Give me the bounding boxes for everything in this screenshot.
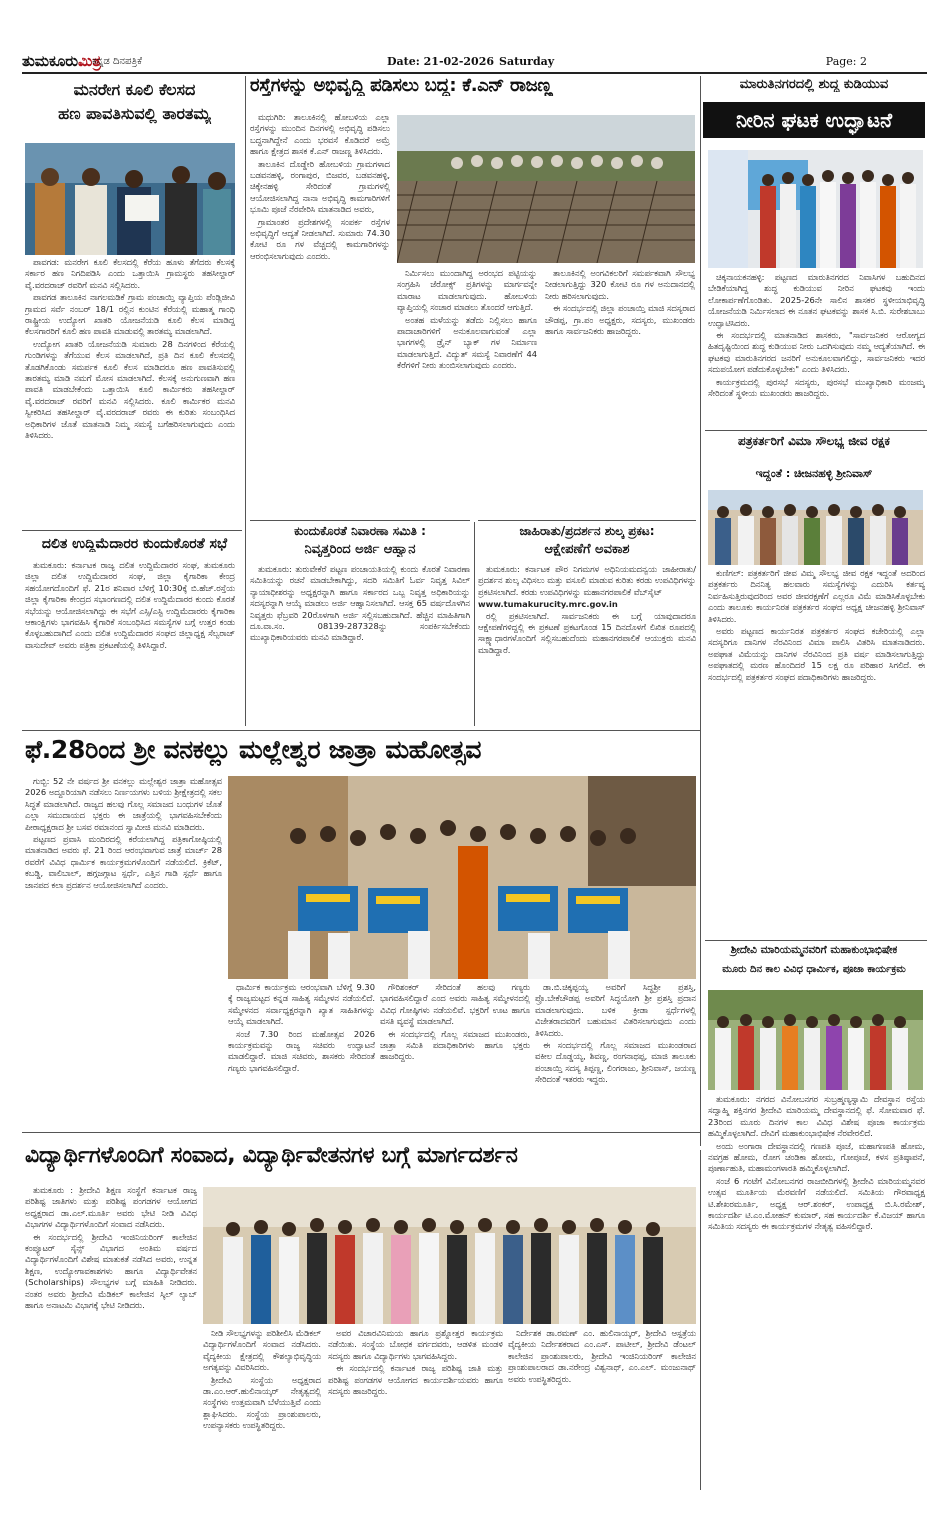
story9-paragraph: ತುಮಕೂರು: ನಗರದ ವಿನೋಬನಗರ ಸುಬ್ರಹ್ಮಣ್ಯಸ್ವಾಮಿ ದೇವಸ್ಥಾನ ರಸ್ತೆಯ ಸದ್ವಾಹ್ಮಿ ಶಕ್ತಿನಗರ ಶ್ರೀದೇವಿ ಮಾರಿಯಮ್ಮ ದೇವಸ್ಥಾನದಲ್ಲಿ ಫೆ. ಸೋಮವಾರ ಫೆ. 23ರಿಂದ ಮೂರು ದಿನಗಳ ಕಾಲ ವಿವಿಧ ವಿಶೇಷ ಪೂಜಾ ಕಾರ್ಯಕ್ರಮ ಹಮ್ಮಿಕೊಳ್ಳಲಾಗಿದೆ. ದೇವಿಗೆ ಮಹಾಕುಂಭಾಭಿಷೇಕ ನೆರವೇರಲಿದೆ.: [708, 1094, 925, 1139]
divider: [478, 520, 696, 521]
story6-headline-line2: ನಿವೃತ್ತರಿಂದ ಅರ್ಜಿ ಆಹ್ವಾನ: [304, 542, 416, 557]
divider: [22, 730, 700, 731]
story4-paragraph: ಈ ಸಂದರ್ಭದಲ್ಲಿ ಮಾತನಾಡಿದ ಶಾಸಕರು, "ಸಾರ್ವಜನಿಕರ ಆರೋಗ್ಯದ ಹಿತದೃಷ್ಟಿಯಿಂದ ಶುದ್ಧ ಕುಡಿಯುವ ನೀರು ಒದಗಿಸುವುದು ನಮ್ಮ ಆದ್ಯತೆಯಾಗಿದೆ. ಈ ಘಟಕವು ಮಾರುತಿನಗರದ ಜನರಿಗೆ ಅನುಕೂಲವಾಗಲಿದ್ದು, ಸಾರ್ವಜನಿಕರು ಇದರ ಸದುಪಯೋಗ ಪಡೆದುಕೊಳ್ಳಬೇಕು" ಎಂದು ತಿಳಿಸಿದರು.: [708, 330, 925, 375]
story3-paragraph: ಈ ಸಂದರ್ಭದಲ್ಲಿ ಜಿಲ್ಲಾ ಪಂಚಾಯ್ತಿ ಮಾಜಿ ಸದಸ್ಯರಾದ ಚೌಡಪ್ಪ, ಗ್ರಾ.ಪಂ ಅಧ್ಯಕ್ಷರು, ಸದಸ್ಯರು, ಮುಖಂಡರು ಹಾಗೂ ಸಾರ್ವಜನಿಕರು ಹಾಜರಿದ್ದರು.: [545, 303, 695, 337]
story3-paragraph: ತಾಲೂಕಿನ ದೊಡ್ಡೇರಿ ಹೋಬಳಿಯ ಗ್ರಾಮಗಳಾದ ಬಡವನಹಳ್ಳಿ, ರಂಗಾಪುರ, ಬಿಜವರ, ಬಡವನಹಳ್ಳಿ, ಚಿಕ್ಕೇನಹಳ್ಳಿ ಸೇರಿದಂತೆ ಗ್ರಾಮಗಳಲ್ಲಿ ಆಯೋಜಿಸಲಾಗಿದ್ದ ನಾನಾ ಅಭಿವೃದ್ಧಿ ಕಾಮಗಾರಿಗಳಿಗೆ ಭೂಮಿ ಪೂಜೆ ನೆರವೇರಿಸಿ ಮಾತನಾಡಿದ ಅವರು,: [250, 158, 390, 215]
story8-paragraph: ಡಾ.ಬಿ.ಚಿಕ್ಕಪ್ಪಯ್ಯ ಅವರಿಗೆ ಸಿದ್ಧಶ್ರೀ ಪ್ರಶಸ್ತಿ, ಪ್ರೊ.ಬೇಕೆಚೌಡಪ್ಪ ಅವರಿಗೆ ಸಿದ್ಧಯೋಗಿ ಶ್ರೀ ಪ್ರಶಸ್ತಿ ಪ್ರದಾನ ಮಾಡಲಾಗುವುದು. ಬಳಿಕ ಕ್ರೀಡಾ ಸ್ಪರ್ಧೆಗಳಲ್ಲಿ ವಿಜೇತರಾದವರಿಗೆ ಬಹುಮಾನ ವಿತರಿಸಲಾಗುವುದು ಎಂದು ತಿಳಿಸಿದರು.: [535, 982, 696, 1038]
divider: [22, 530, 242, 531]
story6-headline-line1: ಕುಂದುಕೊರತೆ ನಿವಾರಣಾ ಸಮಿತಿ :: [294, 524, 426, 538]
story8-paragraph: ಗೌರಿಶಂಕರ್ ಸೇರಿದಂತೆ ಹಲವು ಗಣ್ಯರು ಭಾಗವಹಿಸಲಿದ್ದಾರೆ ಎಂದ ಅವರು ಸಾಹಿತ್ಯ ಸಮ್ಮೇಳನದಲ್ಲಿ ವಿವಿಧ ಗೋಷ್ಠಿಗಳು ನಡೆಯಲಿವೆ. ಭಕ್ತರಿಗೆ ಊಟ ಹಾಗೂ ವಸತಿ ವ್ಯವಸ್ಥೆ ಮಾಡಲಾಗಿದೆ.: [380, 982, 530, 1027]
page-number: Page: 2: [825, 54, 867, 68]
story1-paragraph: ಉದ್ಯೋಗ ಖಾತರಿ ಯೋಜನೆಯಡಿ ಸುಮಾರು 28 ದಿನಗಳಿಂದ ಕೆರೆಯಲ್ಲಿ ಗುಂಡಿಗಳನ್ನು ತೆಗೆಯುವ ಕೆಲಸ ಮಾಡಲಾಗಿದೆ, ಪ್ರತಿ ದಿನ ಕೂಲಿ ಕೆಲಸದಲ್ಲಿ ತೊಡಗಿಕೊಂಡು ಸಮರ್ಪಕ ಕೂಲಿ ಕೆಲಸ ಮಾಡಿದರೂ ಹಣ ಪಾವತಿಸುವಲ್ಲಿ ತಾರತಮ್ಯ ಮಾಡಿ ನಮಗೆ ಮೋಸ ಮಾಡಲಾಗಿದೆ. ಕೆಲಸಕ್ಕೆ ಅನುಗುಣವಾಗಿ ಹಣ ಪಾವತಿ ಮಾಡಬೇಕೆಂದು ಒತ್ತಾಯಿಸಿ ಕೂಲಿ ಕಾರ್ಮಿಕರು ತಹಸೀಲ್ದಾರ್ ವೈ.ವರದರಾಜ್ ರವರಿಗೆ ಮನವಿ ಸಲ್ಲಿಸಿದರು. ಕೂಲಿ ಕಾರ್ಮಿಕರ ಮನವಿ ಸ್ವೀಕರಿಸಿದ ತಹಸೀಲ್ದಾರ್ ವೈ.ವರದರಾಜ್ ರವರು ಈ ಕುರಿತು ಸಂಬಂಧಿಸಿದ ಅಧಿಕಾರಿಗಳ ಜೊತೆ ಮಾತನಾಡಿ ನಿಮ್ಮ ಸಮಸ್ಯೆ ಬಗೆಹರಿಸಲಾಗುವುದು ಎಂದು ತಿಳಿಸಿದರು.: [25, 338, 235, 441]
story3-photo: [397, 115, 695, 263]
story7-headline-line1: ಜಾಹಿರಾತು/ಪ್ರದರ್ಶನ ಶುಲ್ಕ ಪ್ರಕಟ:: [519, 524, 655, 538]
divider: [700, 1150, 701, 1490]
story9-body: [708, 1094, 925, 1484]
story10-paragraph: ನಿರ್ದೇಶಕ ಡಾ.ರಮಣ್ ಎಂ. ಹುಲಿನಾಯ್ಕರ್, ಶ್ರೀದೇವಿ ಆಸ್ಪತ್ರೆಯ ವೈದ್ಯಕೀಯ ನಿರ್ದೇಶಕರಾದ ಎಂ.ಎಸ್. ಪಾಟೀಲ್, ಶ್ರೀದೇವಿ ಡೆಂಟಲ್ ಕಾಲೇಜಿನ ಪ್ರಾಂಶುಪಾಲರು, ಶ್ರೀದೇವಿ ಇಂಜಿನಿಯರಿಂಗ್ ಕಾಲೇಜಿನ ಪ್ರಾಂಶುಪಾಲರಾದ ಡಾ.ನರೇಂದ್ರ ವಿಶ್ವನಾಥ್, ಎಂ.ಎಲ್. ಮಂಜುನಾಥ್ ಅವರು ಉಪಸ್ಥಿತರಿದ್ದರು.: [508, 1328, 696, 1384]
story7-url: www.tumakurucity.mrc.gov.in: [478, 599, 618, 610]
story8-col2: [228, 982, 375, 1128]
issue-day: Saturday: [499, 54, 555, 68]
story9-paragraph: ಅಂದು ಅಂಗಾರಾ ದೇವಸ್ಥಾನದಲ್ಲಿ ಗಣಪತಿ ಪೂಜೆ, ಮಹಾಗಣಪತಿ ಹೋಮ, ನವಗ್ರಹ ಹೋಮ, ರೋಗ ಚಂಡಿಕಾ ಹೋಮ, ಗೋಪೂಜೆ, ಕಳಸ ಪ್ರತಿಷ್ಠಾಪನೆ, ಪೂರ್ಣಾಹುತಿ, ಮಹಾಮಂಗಳಾರತಿ ಹಮ್ಮಿಕೊಳ್ಳಲಾಗಿದೆ.: [708, 1140, 925, 1174]
story10-col1: [25, 1185, 197, 1485]
story1-photo: [25, 143, 235, 255]
story8-paragraph: ಧಾರ್ಮಿಕ ಕಾರ್ಯಕ್ರಮ ಆರಂಭವಾಗಿ ಬೆಳಿಗ್ಗೆ 9.30 ಕ್ಕೆ ರಾಜ್ಯಮಟ್ಟದ ಕನ್ನಡ ಸಾಹಿತ್ಯ ಸಮ್ಮೇಳನ ನಡೆಯಲಿದೆ. ಸಮ್ಮೇಳನದ ಸರ್ವಾಧ್ಯಕ್ಷರನ್ನಾಗಿ ಖ್ಯಾತ ಸಾಹಿತಿಗಳನ್ನು ಆಯ್ಕೆ ಮಾಡಲಾಗಿದೆ.: [228, 982, 375, 1027]
story8-col3: [380, 982, 530, 1128]
divider: [22, 1132, 700, 1133]
divider: [250, 520, 470, 521]
story3-paragraph: ಮಧುಗಿರಿ: ತಾಲೂಕಿನಲ್ಲಿ ಹೋಬಳಿಯ ಎಲ್ಲಾ ರಸ್ತೆಗಳನ್ನು ಮುಂದಿನ ದಿನಗಳಲ್ಲಿ ಅಭಿವೃದ್ಧಿ ಪಡಿಸಲು ಬದ್ಧನಾಗಿದ್ದೇನೆ ಎಂದು ಭರವಸೆ ಕೊಡಿದರೆ ಅಮ್ರೆ ಹಾಗೂ ಕ್ಷೇತ್ರದ ಶಾಸಕ ಕೆ.ಎನ್ ರಾಜಣ್ಣ ತಿಳಿಸಿದರು.: [250, 112, 390, 157]
story1-paragraph: ಪಾವಗಡ ತಾಲೂಕಿನ ನಾಗಲಮಡಿಕೆ ಗ್ರಾಮ ಪಂಚಾಯ್ತಿ ವ್ಯಾಪ್ತಿಯ ಪೆಂಡ್ಲಿಜೀವಿ ಗ್ರಾಮದ ಸರ್ವೆ ನಂಬರ್ 18/1 ರಲ್ಲಿನ ಕುಂಟಿನ ಕೆರೆಯಲ್ಲಿ ಮಹಾತ್ಮ ಗಾಂಧಿ ರಾಷ್ಟ್ರೀಯ ಉದ್ಯೋಗ ಖಾತರಿ ಯೋಜನೆಯಡಿ ಕೂಲಿ ಕೆಲಸ ಮಾಡಿದ್ದ ಕೆಲಸಗಾರರಿಗೆ ಕೂಲಿ ಹಣ ಪಾವತಿ ಮಾಡುವಲ್ಲಿ ತಾರತಮ್ಯ ಮಾಡಲಾಗಿದೆ.: [25, 292, 235, 337]
story1-headline-line1: ಮನರೇಗ ಕೂಲಿ ಕೆಲಸದ: [73, 80, 196, 99]
story8-paragraph: ಈ ಸಂದರ್ಭದಲ್ಲಿ ಗೊಲ್ಲ ಸಮಾಜದ ಮುಖಂಡರಾದ ವಕೀಲ ದೊಡ್ಡಯ್ಯ, ಶಿವಣ್ಣ, ರಂಗನಾಥಪ್ಪ, ಮಾಜಿ ತಾಲೂಕು ಪಂಚಾಯ್ತಿ ಸದಸ್ಯ ತಿಪ್ಪಣ್ಣ, ಲಿಂಗರಾಜು, ಶ್ರೀನಿವಾಸ್, ಜಯಣ್ಣ ಸೇರಿದಂತೆ ಇತರರು ಇದ್ದರು.: [535, 1040, 696, 1085]
story8-headline: ಫೆ.28ರಿಂದ ಶ್ರೀ ವನಕಲ್ಲು ಮಲ್ಲೇಶ್ವರ ಜಾತ್ರಾ ಮಹೋತ್ಸವ: [25, 735, 482, 764]
story8-col4: [535, 982, 696, 1128]
story1-headline-line2: ಹಣ ಪಾವತಿಸುವಲ್ಲಿ ತಾರತಮ್ಯ: [58, 104, 211, 123]
issue-date: Date: 21-02-2026: [387, 54, 494, 68]
story3-headline: ರಸ್ತೆಗಳನ್ನು ಅಭಿವೃದ್ಧಿ ಪಡಿಸಲು ಬದ್ಧ: ಕೆ.ಎನ್ ರಾಜಣ್ಣ: [250, 75, 553, 96]
story3-col2: [397, 268, 537, 522]
story8-paragraph: ಸಂಜೆ 7.30 ರಿಂದ ಮಹೋತ್ಸವ 2026 ಕಾರ್ಯಕ್ರಮವನ್ನು ರಾಜ್ಯ ಸಚಿವರು ಉದ್ಘಾಟನೆ ಮಾಡಲಿದ್ದಾರೆ. ಮಾಜಿ ಸಚಿವರು, ಶಾಸಕರು ಸೇರಿದಂತೆ ಗಣ್ಯರು ಭಾಗವಹಿಸಲಿದ್ದಾರೆ.: [228, 1028, 375, 1073]
story4-photo: [708, 150, 923, 268]
story2-paragraph: ತುಮಕೂರು: ಕರ್ನಾಟಕ ರಾಜ್ಯ ದಲಿತ ಉದ್ದಿಮೆದಾರರ ಸಂಘ, ತುಮಕೂರು ಜಿಲ್ಲಾ ದಲಿತ ಉದ್ದಿಮೆದಾರರ ಸಂಘ, ಜಿಲ್ಲಾ ಕೈಗಾರಿಕಾ ಕೇಂದ್ರ ಸಹಯೋಗದೊಂದಿಗೆ ಫೆ. 21ರ ಶನಿವಾರ ಬೆಳಿಗ್ಗೆ 10:30ಕ್ಕೆ ಬಿ.ಹೆಚ್.ರಸ್ತೆಯ ಜಿಲ್ಲಾ ಕೈಗಾರಿಕಾ ಕೇಂದ್ರದ ಸಭಾಂಗಣದಲ್ಲಿ ದಲಿತ ಉದ್ದಿಮೆದಾರರ ಕುಂದು ಕೊರತೆ ಸಭೆಯನ್ನು ಆಯೋಜಿಸಲಾಗಿದ್ದು ಈ ಸಭೆಗೆ ಎಸ್ಸಿ/ಎಸ್ಟಿ ಉದ್ದಿಮೆದಾರರು ಕೈಗಾರಿಕಾ ಆಕಾಂಕ್ಷಿಗಳು ಭಾಗವಹಿಸಿ ಕೈಗಾರಿಕೆ ಸಂಬಂಧಿಸಿದ ಸಮಸ್ಯೆಗಳ ಬಗ್ಗೆ ಉತ್ತರ ಕಂಡು ಕೊಳ್ಳಬಹುದಾಗಿದೆ ಎಂದು ದಲಿತ ಉದ್ದಿಮೆದಾರರ ಸಂಘದ ಜಿಲ್ಲಾಧ್ಯಕ್ಷ ಸೆಲ್ವರಾಜ್ ವಾಸುದೇವ್ ಅವರು ಪತ್ರಿಕಾ ಪ್ರಕಟಣೆಯಲ್ಲಿ ತಿಳಿಸಿದ್ದಾರೆ.: [25, 560, 235, 650]
story5-paragraph: ಕುಣಿಗಲ್: ಪತ್ರಕರ್ತರಿಗೆ ಜೀವ ವಿಮ್ಮ ಸೌಲಭ್ಯ ಜೀವ ರಕ್ಷಕ ಇದ್ದಂತೆ ಅದರಿಂದ ಪತ್ರಕರ್ತರು ದಿನನಿತ್ಯ ಹಲವಾರು ಸಮಸ್ಯೆಗಳನ್ನು ಎದುರಿಸಿ ಕರ್ತವ್ಯ ನಿರ್ವಹಿಸುತ್ತಿರುವುದರಿಂದ ಅವರ ಜೀವರಕ್ಷಣೆಗೆ ಎಲ್ಲರೂ ವಿಮೆ ಮಾಡಿಸಿಕೊಳ್ಳಬೇಕು ಎಂದು ತಾಲೂಕು ಕಾರ್ಯನಿರತ ಪತ್ರಕರ್ತರ ಸಂಘದ ಅಧ್ಯಕ್ಷ ಚೀಜನಹಳ್ಳಿ ಶ್ರೀನಿವಾಸ್ ತಿಳಿಸಿದರು.: [708, 568, 925, 624]
story10-col4: [508, 1328, 696, 1484]
story4-body: [708, 272, 925, 422]
story3-col3: [545, 268, 695, 522]
story8-col1: [25, 776, 222, 1126]
story4-headline-line1: ಮಾರುತಿನಗರದಲ್ಲಿ ಶುದ್ಧ ಕುಡಿಯುವ: [739, 77, 889, 92]
divider: [245, 76, 246, 726]
story3-paragraph: ಅಂತಹ ಮಳೆಯನ್ನು ತಡೆದು ನಿಲ್ಲಿಸಲು ಹಾಗೂ ಪಾದಾಚಾರಿಗಳಿಗೆ ಅನುಕೂಲವಾಗುವಂತೆ ಎಲ್ಲಾ ಭಾಗಗಳಲ್ಲಿ ಡ್ರೈನ್ ಬ್ಯಾಕ್ ಗಳ ನಿರ್ಮಾಣ ಮಾಡಲಾಗುತ್ತಿದೆ. ವಿದ್ಯುತ್ ಸಮಸ್ಯೆ ನಿವಾರಣೆಗೆ 44 ಕೆರೆಗಳಿಗೆ ನೀರು ತುಂಬಿಸಲಾಗುವುದು ಎಂದರು.: [397, 314, 537, 371]
story5-body: [708, 568, 925, 938]
masthead-subtitle: ಕನ್ನಡ ದಿನಪತ್ರಿಕೆ: [92, 55, 143, 67]
logo-part1: ತುಮಕೂರು: [22, 52, 79, 70]
story3-col1: [250, 112, 390, 522]
newspaper-logo: [22, 52, 101, 70]
story9-headline-line1: ಶ್ರೀದೇವಿ ಮಾರಿಯಮ್ಮನವರಿಗೆ ಮಹಾಕುಂಭಾಭಿಷೇಕ: [730, 944, 898, 956]
story9-paragraph: ಸಂಜೆ 6 ಗಂಟೆಗೆ ವಿನೋಬನಗರ ರಾಜಬೀದಿಗಳಲ್ಲಿ ಶ್ರೀದೇವಿ ಮಾರಿಯಮ್ಮನವರ ಉತ್ಸವ ಮೂರ್ತಿಯ ಮೆರವಣಿಗೆ ನಡೆಯಲಿದೆ. ಸಮಿತಿಯ ಗೌರವಾಧ್ಯಕ್ಷ ಟಿ.ಶೇಖರಮೂರ್ತಿ, ಅಧ್ಯಕ್ಷ ಆರ್.ಶಂಕರ್, ಉಪಾಧ್ಯಕ್ಷ ಬಿ.ಸಿ.ರಮೇಶ್, ಕಾರ್ಯದರ್ಶಿ ಟಿ.ಎಂ.ಮೋಹನ್ ಕುಮಾರ್, ಸಹ ಕಾರ್ಯದರ್ಶಿ ಕೆ.ವಿಜಯ್ ಹಾಗೂ ಸಮಿತಿಯ ಸದಸ್ಯರು ಈ ಕಾರ್ಯಕ್ರಮಗಳ ನೇತೃತ್ವ ವಹಿಸಲಿದ್ದಾರೆ.: [708, 1175, 925, 1232]
story5-byline: ಇದ್ದಂತೆ : ಚೀಜನಹಳ್ಳಿ ಶ್ರೀನಿವಾಸ್: [755, 467, 873, 480]
story10-paragraph: ಅವರ ವಿಚಾರವಿನಿಮಯ ಹಾಗೂ ಪ್ರಶ್ನೋತ್ತರ ಕಾರ್ಯಕ್ರಮ ನಡೆಯಿತು. ಸಂಸ್ಥೆಯ ಬೋಧಕ ವರ್ಗದವರು, ಆಡಳಿತ ಮಂಡಳಿ ಸದಸ್ಯರು ಹಾಗೂ ವಿದ್ಯಾರ್ಥಿಗಳು ಭಾಗವಹಿಸಿದ್ದರು.: [328, 1328, 503, 1361]
story10-col3: [328, 1328, 503, 1484]
divider: [705, 940, 927, 941]
story8-paragraph: ಪಟ್ಟಣದ ಪ್ರವಾಸಿ ಮಂದಿರದಲ್ಲಿ ಕರೆಯಲಾಗಿದ್ದ ಪತ್ರಿಕಾಗೋಷ್ಠಿಯಲ್ಲಿ ಮಾತನಾಡಿದ ಅವರು ಫೆ. 21 ರಿಂದ ಆರಂಭವಾಗುವ ಜಾತ್ರೆ ಮಾರ್ಚ್ 28 ರವರೆಗೆ ವಿವಿಧ ಧಾರ್ಮಿಕ ಕಾರ್ಯಕ್ರಮಗಳೊಂದಿಗೆ ನಡೆಯಲಿದೆ. ಕ್ರಿಕೆಟ್, ಕಬಡ್ಡಿ, ವಾಲಿಬಾಲ್, ಹಗ್ಗಜಗ್ಗಾಟ ಸ್ಪರ್ಧೆ, ಎತ್ತಿನ ಗಾಡಿ ಸ್ಪರ್ಧೆ ಹಾಗೂ ಜಾನಪದ ಕಲಾ ಪ್ರದರ್ಶನ ಆಯೋಜಿಸಲಾಗಿದೆ ಎಂದರು.: [25, 834, 222, 890]
story10-paragraph: ತುಮಕೂರು : ಶ್ರೀದೇವಿ ಶಿಕ್ಷಣ ಸಂಸ್ಥೆಗೆ ಕರ್ನಾಟಕ ರಾಜ್ಯ ಪರಿಶಿಷ್ಟ ಜಾತಿಗಳು ಮತ್ತು ಪರಿಶಿಷ್ಟ ಪಂಗಡಗಳ ಆಯೋಗದ ಅಧ್ಯಕ್ಷರಾದ ಡಾ.ಎಲ್.ಮೂರ್ತಿ ಅವರು ಭೇಟಿ ನೀಡಿ ವಿವಿಧ ವಿಭಾಗಗಳ ವಿದ್ಯಾರ್ಥಿಗಳೊಂದಿಗೆ ಸಂವಾದ ನಡೆಸಿದರು.: [25, 1185, 197, 1230]
story10-paragraph: ಈ ಸಂದರ್ಭದಲ್ಲಿ ಶ್ರೀದೇವಿ ಇಂಜಿನಿಯರಿಂಗ್ ಕಾಲೇಜಿನ ಕಂಪ್ಯೂಟರ್ ಸೈನ್ಸ್ ವಿಭಾಗದ ಅಂತಿಮ ವರ್ಷದ ವಿದ್ಯಾರ್ಥಿಗಳೊಂದಿಗೆ ವಿಶೇಷ ಮಾತುಕತೆ ನಡೆಸಿದ ಅವರು, ಉನ್ನತ ಶಿಕ್ಷಣ, ಉದ್ಯೋಗಾವಕಾಶಗಳು ಹಾಗೂ ವಿದ್ಯಾರ್ಥಿವೇತನ (Scholarships) ಸೌಲಭ್ಯಗಳ ಬಗ್ಗೆ ಮಾಹಿತಿ ನೀಡಿದರು. ನಂತರ ಅವರು ಶ್ರೀದೇವಿ ಮೆಡಿಕಲ್ ಕಾಲೇಜಿನ ಸ್ಕಿಲ್ ಲ್ಯಾಬ್ ಹಾಗೂ ಅನಾಟಮಿ ವಿಭಾಗಕ್ಕೆ ಭೇಟಿ ನೀಡಿದರು.: [25, 1231, 197, 1311]
story7-headline-line2: ಆಕ್ಷೇಪಣೆಗೆ ಅವಕಾಶ: [544, 542, 630, 557]
story3-paragraph: ಗ್ರಾಮಾಂತರ ಪ್ರದೇಶಗಳಲ್ಲಿ ಸಂಪರ್ಕ ರಸ್ತೆಗಳ ಅಭಿವೃದ್ಧಿಗೆ ಆದ್ಯತೆ ನೀಡಲಾಗಿದೆ. ಸುಮಾರು 74.30 ಕೋಟಿ ರೂ ಗಳ ವೆಚ್ಚದಲ್ಲಿ ಕಾಮಗಾರಿಗಳನ್ನು ಆರಂಭಿಸಲಾಗುವುದು ಎಂದರು.: [250, 216, 390, 261]
story10-paragraph: ನೀಡಿ ಸೌಲಭ್ಯಗಳನ್ನು ಪರಿಶೀಲಿಸಿ ಮೆಡಿಕಲ್ ವಿದ್ಯಾರ್ಥಿಗಳೊಂದಿಗೆ ಸಂವಾದ ನಡೆಸಿದರು. ವೈದ್ಯಕೀಯ ಕ್ಷೇತ್ರದಲ್ಲಿ ಕೌಶಲ್ಯಾಭಿವೃದ್ಧಿಯ ಅಗತ್ಯವನ್ನು ವಿವರಿಸಿದರು.: [203, 1328, 321, 1373]
story10-photo: [203, 1187, 696, 1324]
story10-col2: [203, 1328, 321, 1484]
story4-paragraph: ಕಾರ್ಯಕ್ರಮದಲ್ಲಿ ಪುರಸಭೆ ಸದಸ್ಯರು, ಪುರಸಭೆ ಮುಖ್ಯಾಧಿಕಾರಿ ಮಂಜಮ್ಮ ಸೇರಿದಂತೆ ಸ್ಥಳೀಯ ಮುಖಂಡರು ಹಾಜರಿದ್ದರು.: [708, 376, 925, 399]
story10-paragraph: ಈ ಸಂದರ್ಭದಲ್ಲಿ ಕರ್ನಾಟಕ ರಾಜ್ಯ ಪರಿಶಿಷ್ಟ ಜಾತಿ ಮತ್ತು ಪರಿಶಿಷ್ಟ ಪಂಗಡಗಳ ಆಯೋಗದ ಕಾರ್ಯದರ್ಶಿಯವರು ಹಾಗೂ ಸದಸ್ಯರು ಹಾಜರಿದ್ದರು.: [328, 1363, 503, 1397]
story2-headline: ದಲಿತ ಉದ್ದಿಮೆದಾರರ ಕುಂದುಕೊರತೆ ಸಭೆ: [41, 536, 228, 552]
story3-paragraph: ತಾಲೂಕಿನಲ್ಲಿ ಅಂಗವಿಕಲರಿಗೆ ಸಮರ್ಪಕವಾಗಿ ಸೌಲಭ್ಯ ನೀಡಲಾಗುತ್ತಿದ್ದು 320 ಕೋಟಿ ರೂ ಗಳ ಅನುದಾನದಲ್ಲಿ ನೀರು ಹರಿಸಲಾಗುವುದು.: [545, 268, 695, 301]
story5-headline: ಪತ್ರಕರ್ತರಿಗೆ ವಿಮಾ ಸೌಲಭ್ಯ ಜೀವ ರಕ್ಷಕ: [738, 434, 890, 448]
story3-paragraph: ನಿರ್ಮಿಸಲು ಮುಂದಾಗಿದ್ದ ಅರಂಭದ ಪಟ್ಟಿಯನ್ನು ಸಂಗ್ರಹಿಸಿ ಜೆರೋಕ್ಸ್ ಪ್ರತಿಗಳನ್ನು ಮಾರ್ಗವನ್ನೇ ಮಾರಾಟ ಮಾಡಲಾಗುವುದು. ಹೋಬಳಿಯ ವ್ಯಾಪ್ತಿಯಲ್ಲಿ ಸಂಚಾರ ಮಾಡಲು ತೊಂದರೆ ಆಗುತ್ತಿದೆ.: [397, 268, 537, 313]
divider: [700, 76, 701, 1146]
story4-headline-line2: ನೀರಿನ ಘಟಕ ಉದ್ಘಾಟನೆ: [703, 102, 925, 138]
story5-photo: [708, 490, 923, 565]
story8-paragraph: ಈ ಸಂದರ್ಭದಲ್ಲಿ ಗೊಲ್ಲ ಸಮಾಜದ ಮುಖಂಡರು, ಜಾತ್ರಾ ಸಮಿತಿ ಪದಾಧಿಕಾರಿಗಳು ಹಾಗೂ ಭಕ್ತರು ಹಾಜರಿದ್ದರು.: [380, 1028, 530, 1062]
story8-photo: [228, 776, 696, 979]
story6-paragraph: ತುಮಕೂರು: ತುರುವೇಕೆರೆ ಪಟ್ಟಣ ಪಂಚಾಯತಿಯಲ್ಲಿ ಕುಂದು ಕೊರತೆ ನಿವಾರಣಾ ಸಮಿತಿಯನ್ನು ರಚನೆ ಮಾಡಬೇಕಾಗಿದ್ದು, ಸದರಿ ಸಮಿತಿಗೆ ಓರ್ವ ನಿವೃತ್ತ ಸಿವಿಲ್ ನ್ಯಾಯಾಧೀಶರನ್ನು ಅಧ್ಯಕ್ಷರನ್ನಾಗಿ ಹಾಗೂ ಸರ್ಕಾರದ ಒಬ್ಬ ನಿವೃತ್ತ ಅಧಿಕಾರಿಯನ್ನು ಸದಸ್ಯರನ್ನಾಗಿ ಆಯ್ಕೆ ಮಾಡಲು ಅರ್ಜಿ ಆಹ್ವಾನಿಸಲಾಗಿದೆ. ಆಸಕ್ತ 65 ವರ್ಷದೊಳಗಿನ ನಿವೃತ್ತರು ಫೆಬ್ರವರಿ 20ರೊಳಗಾಗಿ ಅರ್ಜಿ ಸಲ್ಲಿಸಬಹುದಾಗಿದೆ. ಹೆಚ್ಚಿನ ಮಾಹಿತಿಗಾಗಿ ದೂ.ವಾ.ಸಂ. 08139-287328ನ್ನು ಸಂಪರ್ಕಿಸಬೇಕೆಂದು ಮುಖ್ಯಾಧಿಕಾರಿಯವರು ಮನವಿ ಮಾಡಿದ್ದಾರೆ.: [250, 564, 470, 643]
story10-headline: ವಿದ್ಯಾರ್ಥಿಗಳೊಂದಿಗೆ ಸಂವಾದ, ವಿದ್ಯಾರ್ಥಿವೇತನಗಳ ಬಗ್ಗೆ ಮಾರ್ಗದರ್ಶನ: [25, 1143, 518, 1168]
divider: [705, 430, 927, 431]
story7-paragraph: ತುಮಕೂರು: ಕರ್ನಾಟಕ ಪೌರ ನಿಗಮಗಳ ಅಧಿನಿಯಮದನ್ವಯ ಜಾಹೀರಾತು/ಪ್ರದರ್ಶನ ಶುಲ್ಕ ವಿಧಿಸಲು ಮತ್ತು ವಸೂಲಿ ಮಾಡುವ ಕುರಿತು ಕರಡು ಉಪವಿಧಿಗಳನ್ನು ಪ್ರಕಟಿಸಲಾಗಿದೆ. ಕರಡು ಉಪವಿಧಿಗಳನ್ನು ಮಹಾನಗರಪಾಲಿಕೆ ವೆಬ್‌ಸೈಟ್: [478, 564, 696, 597]
masthead: [22, 50, 927, 74]
story7-body: [478, 564, 696, 726]
story2-body: [25, 560, 235, 726]
story5-paragraph: ಅವರು ಪಟ್ಟಣದ ಕಾರ್ಯನಿರತ ಪತ್ರಕರ್ತರ ಸಂಘದ ಕಚೇರಿಯಲ್ಲಿ ಎಲ್ಲಾ ಸದಸ್ಯರಿಗೂ ದಾನಿಗಳ ನೆರವಿನಿಂದ ವಿಮಾ ಪಾಲಿಸಿ ವಿತರಿಸಿ ಮಾತನಾಡಿದರು. ಅಪಘಾತ ವಿಮೆಯನ್ನು ದಾನಿಗಳ ನೆರವಿನಿಂದ ಪ್ರತಿ ವರ್ಷ ಮಾಡಿಸಲಾಗುತ್ತಿದ್ದು ಅಪಘಾತದಲ್ಲಿ ಮರಣ ಹೊಂದಿದರೆ 15 ಲಕ್ಷ ರೂ ಪರಿಹಾರ ಸಿಗಲಿದೆ. ಈ ಸಂದರ್ಭದಲ್ಲಿ ಪತ್ರಕರ್ತರ ಸಂಘದ ಪದಾಧಿಕಾರಿಗಳು ಹಾಜರಿದ್ದರು.: [708, 626, 925, 682]
story1-body: [25, 257, 235, 527]
story1-paragraph: ಪಾವಗಡ: ಮನರೇಗ ಕೂಲಿ ಕೆಲಸದಲ್ಲಿ ಕೆರೆಯ ಹೂಳು ತೆಗೆದರು ಕೆಲಸಕ್ಕೆ ಸರ್ಕಾರ ಹಣ ನಿಗದಿಪಡಿಸಿ ಎಂದು ಒತ್ತಾಯಿಸಿ ಗ್ರಾಮಸ್ಥರು ತಹಸೀಲ್ದಾರ್ ವೈ.ವರದರಾಜ್ ರವರಿಗೆ ಮನವಿ ಸಲ್ಲಿಸಿದರು.: [25, 257, 235, 290]
divider: [474, 522, 475, 726]
story9-headline-line2: ಮೂರು ದಿನ ಕಾಲ ವಿವಿಧ ಧಾರ್ಮಿಕ, ಪೂಜಾ ಕಾರ್ಯಕ್ರಮ: [722, 964, 906, 975]
story8-paragraph: ಗುಬ್ಬಿ: 52 ನೇ ವರ್ಷದ ಶ್ರೀ ವನಕಲ್ಲು ಮಲ್ಲೇಶ್ವರ ಜಾತ್ರಾ ಮಹೋತ್ಸವ 2026 ಅದ್ದೂರಿಯಾಗಿ ನಡೆಸಲು ನಿರ್ಣಯಗಳು ಬಳಿಯ ಶ್ರೀಕ್ಷೇತ್ರದಲ್ಲಿ ಸಕಲ ಸಿದ್ಧತೆ ಮಾಡಲಾಗಿದೆ. ರಾಜ್ಯದ ಹಲವು ಗೊಲ್ಲ ಸಮಾಜದ ಬಂಧುಗಳ ಜೊತೆ ಎಲ್ಲಾ ಸಮುದಾಯದ ಭಕ್ತರು ಈ ಜಾತ್ರೆಯಲ್ಲಿ ಭಾಗವಹಿಸಬೇಕೆಂದು ಪೀಠಾಧ್ಯಕ್ಷರಾದ ಶ್ರೀ ಬಸವ ರಮಾನಂದ ಸ್ವಾಮೀಜಿ ಮನವಿ ಮಾಡಿದರು.: [25, 776, 222, 832]
story4-paragraph: ಚಿಕ್ಕನಾಯಕನಹಳ್ಳಿ: ಪಟ್ಟಣದ ಮಾರುತಿನಗರದ ನಿವಾಸಿಗಳ ಬಹುದಿನದ ಬೇಡಿಕೆಯಾಗಿದ್ದ ಶುದ್ಧ ಕುಡಿಯುವ ನೀರಿನ ಘಟಕವು ಇಂದು ಲೋಕಾರ್ಪಣೆಗೊಂಡಿತು. 2025-26ನೇ ಸಾಲಿನ ಶಾಸಕರ ಸ್ಥಳೀಯಾಭಿವೃದ್ಧಿ ಯೋಜನೆಯಡಿ ನಿರ್ಮಿಸಲಾದ ಈ ನೂತನ ಘಟಕವನ್ನು ಶಾಸಕ ಸಿ.ಬಿ. ಸುರೇಶಬಾಬು ಉದ್ಘಾಟಿಸಿದರು.: [708, 272, 925, 328]
logo-part2: ಮಿತ್ರ: [78, 52, 101, 70]
story7-paragraph: ರಲ್ಲಿ ಪ್ರಕಟಿಸಲಾಗಿದೆ. ಸಾರ್ವಜನಿಕರು ಈ ಬಗ್ಗೆ ಯಾವುದಾದರೂ ಆಕ್ಷೇಪಣೆಗಳಿದ್ದಲ್ಲಿ ಈ ಪ್ರಕಟಣೆ ಪ್ರಕಟಗೊಂಡ 15 ದಿನದೊಳಗೆ ಲಿಖಿತ ರೂಪದಲ್ಲಿ ಸಾಕ್ಷ್ಯಾಧಾರಗಳೊಂದಿಗೆ ಸಲ್ಲಿಸಬಹುದೆಂದು ಮಹಾನಗರಪಾಲಿಕೆ ಆಯುಕ್ತರು ಮನವಿ ಮಾಡಿದ್ದಾರೆ.: [478, 610, 696, 655]
story9-photo: [708, 990, 923, 1090]
story6-body: [250, 564, 470, 726]
story10-paragraph: ಶ್ರೀದೇವಿ ಸಂಸ್ಥೆಯ ಅಧ್ಯಕ್ಷರಾದ ಡಾ.ಎಂ.ಆರ್.ಹುಲಿನಾಯ್ಕರ್ ನೇತೃತ್ವದಲ್ಲಿ ಸಂಸ್ಥೆಗಳು ಉತ್ತಮವಾಗಿ ಬೆಳೆಯುತ್ತಿವೆ ಎಂದು ಶ್ಲಾಘಿಸಿದರು. ಸಂಸ್ಥೆಯ ಪ್ರಾಂಶುಪಾಲರು, ಉಪನ್ಯಾಸಕರು ಉಪಸ್ಥಿತರಿದ್ದರು.: [203, 1374, 321, 1431]
